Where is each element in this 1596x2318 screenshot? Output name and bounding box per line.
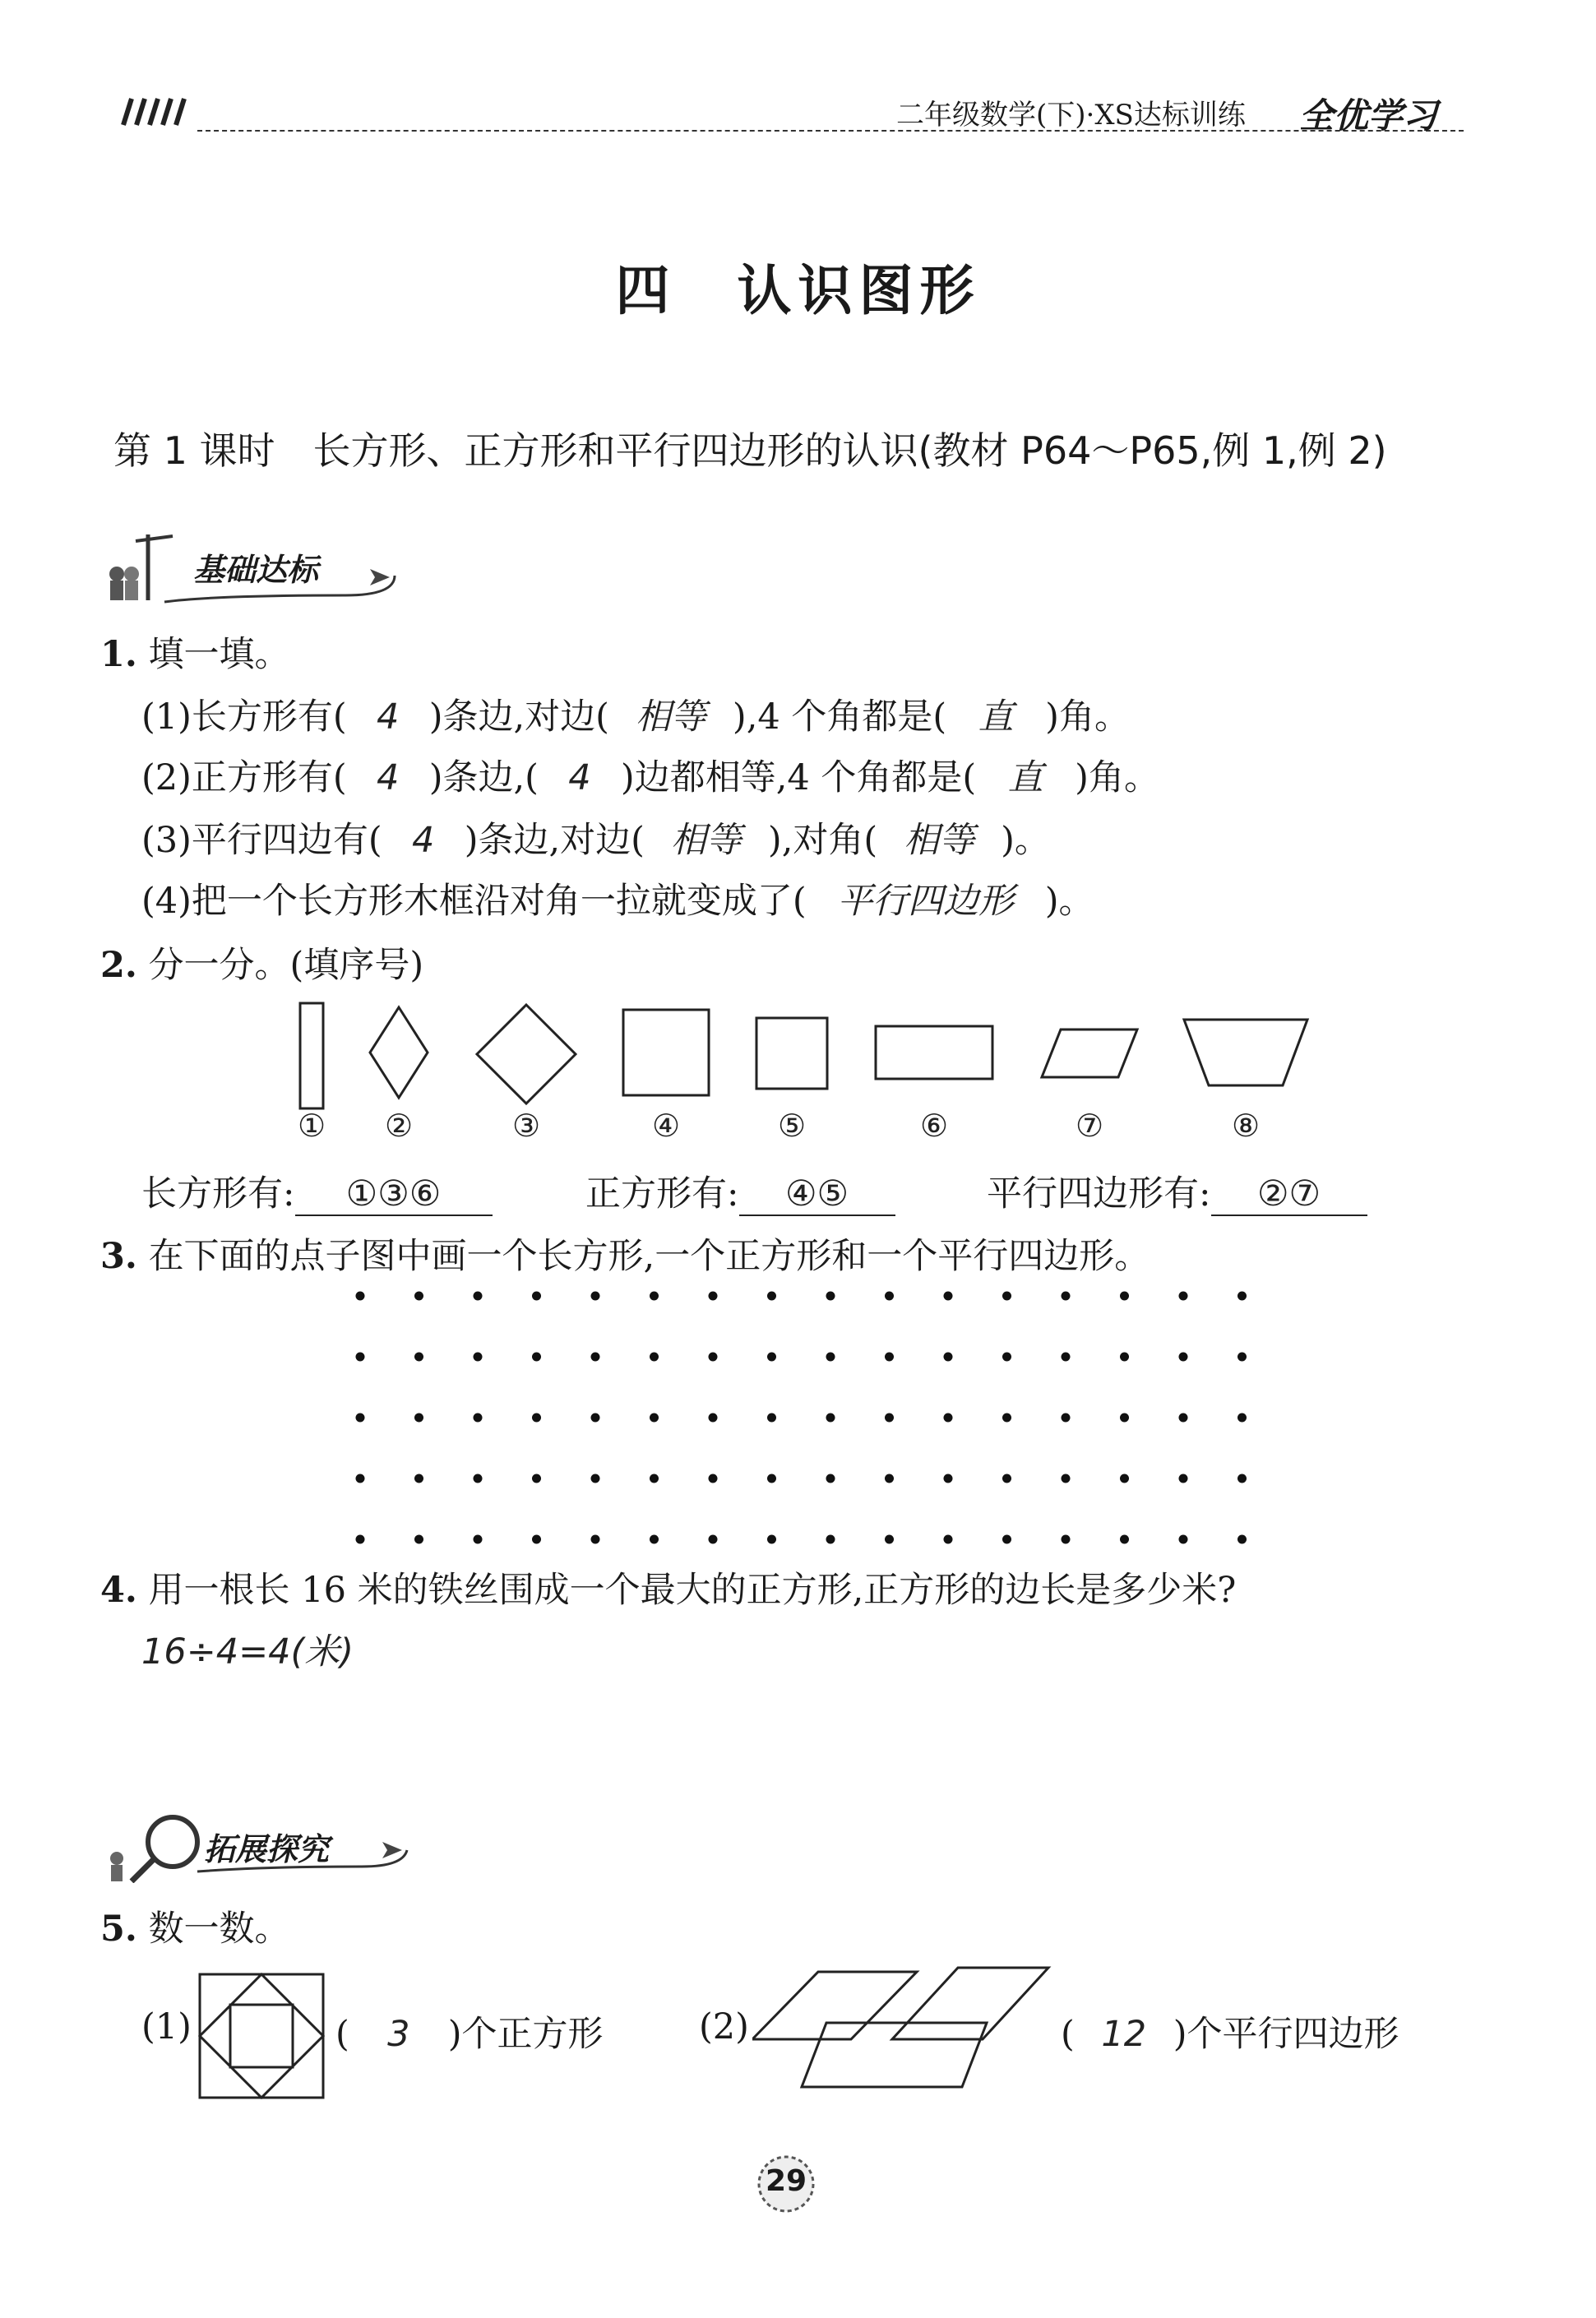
grid-dot[interactable] [591,1413,600,1423]
grid-dot[interactable] [944,1292,953,1301]
q1-l1-text-b: )条边,对边( [428,696,609,738]
grid-dot[interactable] [709,1474,718,1483]
grid-dot[interactable] [532,1474,541,1483]
grid-dot[interactable] [767,1353,776,1362]
q2-stem-text: 分一分。(填序号) [148,945,424,986]
grid-dot[interactable] [1237,1292,1247,1301]
shape-label-2: ② [384,1108,414,1144]
grid-dot[interactable] [591,1535,600,1544]
q1-stem [100,627,290,677]
grid-dot[interactable] [591,1474,600,1483]
grid-dot[interactable] [826,1474,835,1483]
q5-part1-tail: )个正方形 [447,2014,604,2055]
grid-dot[interactable] [1237,1353,1247,1362]
grid-dot[interactable] [709,1413,718,1423]
q1-l3-text-c: ),对角( [767,820,878,861]
q5-part1-answer-row [335,2006,604,2057]
grid-dot[interactable] [767,1413,776,1423]
lesson-title: 第 1 课时 长方形、正方形和平行四边形的认识(教材 P64～P65,例 1,例 2) [113,428,1387,473]
shape-label-5: ⑤ [777,1108,807,1144]
grid-dot[interactable] [1237,1413,1247,1423]
q5-part2-answer[interactable]: 12 [1101,2014,1147,2055]
grid-dot[interactable] [356,1413,365,1423]
shape-label-6: ⑥ [919,1108,949,1144]
header-rule [197,130,1464,132]
q2-shapes-figure [280,995,1332,1151]
grid-dot[interactable] [826,1413,835,1423]
shape-2-rhombus [370,1007,428,1098]
page-number: 29 [765,2164,807,2198]
brand-logo: 全优学习 [1299,95,1438,136]
grid-dot[interactable] [1179,1353,1188,1362]
q2-rect-label: 长方形有: [141,1173,295,1215]
q3-dot-grid[interactable] [345,1279,1266,1559]
shape-1-thin-rectangle [300,1003,323,1108]
grid-dot[interactable] [474,1413,483,1423]
q1-l2-answer-2[interactable]: 4 [568,757,591,798]
q2-number: 2. [100,945,137,986]
shape-label-1: ① [297,1108,326,1144]
q1-l2-text-c: )边都相等,4 个角都是( [620,757,977,798]
grid-dot[interactable] [532,1353,541,1362]
header-stripes-decoration [115,97,197,127]
q4-number: 4. [100,1570,137,1611]
q1-l2-text-d: )角。 [1075,757,1159,798]
q5-number: 5. [100,1909,137,1950]
grid-dot[interactable] [532,1535,541,1544]
q1-l3-text-d: )。 [1001,820,1050,861]
grid-dot[interactable] [885,1474,894,1483]
grid-dot[interactable] [356,1292,365,1301]
grid-dot[interactable] [944,1535,953,1544]
q5-part1-answer[interactable]: 3 [387,2014,410,2055]
grid-dot[interactable] [1237,1535,1247,1544]
grid-dot[interactable] [356,1353,365,1362]
grid-dot[interactable] [1179,1474,1188,1483]
shape-label-3: ③ [511,1108,541,1144]
grid-dot[interactable] [944,1413,953,1423]
q1-l3-answer-1[interactable]: 4 [412,820,435,861]
q2-rect-answer[interactable]: ①③⑥ [295,1173,493,1216]
grid-dot[interactable] [885,1535,894,1544]
grid-dot[interactable] [767,1474,776,1483]
q2-stem [100,937,423,988]
q1-l4-text-a: (4)把一个长方形木框沿对角一拉就变成了( [141,881,807,922]
q1-number: 1. [100,634,137,675]
grid-dot[interactable] [1120,1292,1129,1301]
grid-dot[interactable] [650,1292,659,1301]
grid-dot[interactable] [532,1413,541,1423]
shape-label-7: ⑦ [1075,1108,1104,1144]
grid-dot[interactable] [944,1353,953,1362]
q4-stem [100,1562,1236,1612]
shape-label-4: ④ [651,1108,681,1144]
q5-part2-label: (2) [699,2006,749,2047]
grid-dot[interactable] [591,1292,600,1301]
shape-5-square [756,1018,827,1089]
grid-dot[interactable] [826,1535,835,1544]
shape-6-rectangle [876,1026,992,1079]
q5-stem-text: 数一数。 [148,1909,290,1950]
q1-stem-text: 填一填。 [148,634,290,675]
q2-para-answer[interactable]: ②⑦ [1211,1173,1367,1216]
grid-dot[interactable] [885,1353,894,1362]
q1-l3-text-b: )条边,对边( [464,820,645,861]
grid-dot[interactable] [709,1292,718,1301]
q1-l1-text-c: ),4 个角都是( [732,696,947,738]
grid-dot[interactable] [885,1292,894,1301]
grid-dot[interactable] [1120,1474,1129,1483]
grid-dot[interactable] [414,1535,423,1544]
q1-l3-answer-2[interactable]: 相等 [670,820,742,861]
q1-line-3 [141,812,1050,863]
grid-dot[interactable] [356,1474,365,1483]
grid-dot[interactable] [1237,1474,1247,1483]
q4-work-answer[interactable]: 16÷4=4(米) [141,1631,354,1673]
grid-dot[interactable] [414,1474,423,1483]
grid-dot[interactable] [1062,1413,1071,1423]
grid-dot[interactable] [414,1292,423,1301]
grid-dot[interactable] [1002,1535,1011,1544]
q1-l3-answer-3[interactable]: 相等 [904,820,975,861]
section-banner-basic [99,526,411,608]
grid-dot[interactable] [885,1413,894,1423]
shape-8-trapezoid [1184,1020,1307,1085]
q1-l1-text-d: )角。 [1045,696,1130,738]
header-book-title: 二年级数学(下)·XS达标训练 [896,99,1246,132]
shape-4-square [623,1010,709,1095]
grid-dot[interactable] [1062,1353,1071,1362]
q1-l2-text-a: (2)正方形有( [141,757,347,798]
q5-part2-tail: )个平行四边形 [1173,2014,1399,2055]
q2-square-answer[interactable]: ④⑤ [739,1173,895,1216]
chapter-title: 四 认识图形 [615,259,981,322]
q3-stem [100,1228,1150,1279]
grid-dot[interactable] [1062,1292,1071,1301]
grid-dot[interactable] [356,1535,365,1544]
grid-dot[interactable] [1120,1353,1129,1362]
grid-dot[interactable] [1062,1474,1071,1483]
grid-dot[interactable] [591,1353,600,1362]
q1-l3-text-a: (3)平行四边有( [141,820,382,861]
grid-dot[interactable] [1002,1413,1011,1423]
grid-dot[interactable] [1120,1413,1129,1423]
q5-overlapping-parallelograms-figure [752,1964,1057,2095]
grid-dot[interactable] [826,1353,835,1362]
grid-dot[interactable] [650,1353,659,1362]
grid-dot[interactable] [532,1292,541,1301]
grid-dot[interactable] [1179,1535,1188,1544]
q1-l4-text-b: )。 [1044,881,1094,922]
q5-part2-open: ( [1061,2014,1075,2055]
q2-answer-row [141,1166,493,1216]
grid-dot[interactable] [650,1474,659,1483]
q5-part1-open: ( [335,2014,349,2055]
grid-dot[interactable] [650,1535,659,1544]
q1-l1-answer-3[interactable]: 直 [978,696,1014,738]
grid-dot[interactable] [709,1535,718,1544]
q5-nested-squares-figure [197,1972,329,2103]
q1-l2-answer-3[interactable]: 直 [1007,757,1043,798]
grid-dot[interactable] [474,1353,483,1362]
grid-dot[interactable] [1179,1292,1188,1301]
grid-dot[interactable] [650,1413,659,1423]
q1-l1-text-a: (1)长方形有( [141,696,347,738]
grid-dot[interactable] [1120,1535,1129,1544]
grid-dot[interactable] [767,1535,776,1544]
q3-stem-text: 在下面的点子图中画一个长方形,一个正方形和一个平行四边形。 [148,1236,1150,1277]
grid-dot[interactable] [1002,1292,1011,1301]
q1-l1-answer-1[interactable]: 4 [377,696,400,738]
shape-3-tilted-rectangle [477,1005,576,1103]
grid-dot[interactable] [944,1474,953,1483]
q1-l2-text-b: )条边,( [428,757,539,798]
grid-dot[interactable] [1179,1413,1188,1423]
q1-line-2 [141,750,1159,800]
q5-part1-label: (1) [141,2006,192,2047]
grid-dot[interactable] [767,1292,776,1301]
grid-dot[interactable] [1002,1474,1011,1483]
section-label-basic: 基础达标 [193,552,319,588]
grid-dot[interactable] [474,1474,483,1483]
q2-para-row [987,1166,1367,1216]
q1-l4-answer-1[interactable]: 平行四边形 [837,881,1015,922]
q1-l1-answer-2[interactable]: 相等 [635,696,706,738]
q5-part2-answer-row [1061,2006,1399,2057]
q4-stem-text: 用一根长 16 米的铁丝围成一个最大的正方形,正方形的边长是多少米? [148,1570,1237,1611]
grid-dot[interactable] [709,1353,718,1362]
grid-dot[interactable] [414,1413,423,1423]
q5-stem [100,1901,290,1951]
q2-square-row [585,1166,895,1216]
q2-para-label: 平行四边形有: [987,1173,1211,1215]
grid-dot[interactable] [1002,1353,1011,1362]
q1-line-1 [141,689,1130,739]
shape-label-8: ⑧ [1231,1108,1261,1144]
grid-dot[interactable] [474,1292,483,1301]
section-banner-extend [99,1801,428,1883]
section-label-extend: 拓展探究 [204,1831,330,1867]
grid-dot[interactable] [1062,1535,1071,1544]
grid-dot[interactable] [474,1535,483,1544]
q3-number: 3. [100,1236,137,1277]
grid-dot[interactable] [826,1292,835,1301]
shape-7-parallelogram [1042,1029,1137,1077]
q2-square-label: 正方形有: [585,1173,739,1215]
q1-line-4 [141,873,1094,923]
q1-l2-answer-1[interactable]: 4 [377,757,400,798]
grid-dot[interactable] [414,1353,423,1362]
page-number-badge [755,2153,817,2215]
